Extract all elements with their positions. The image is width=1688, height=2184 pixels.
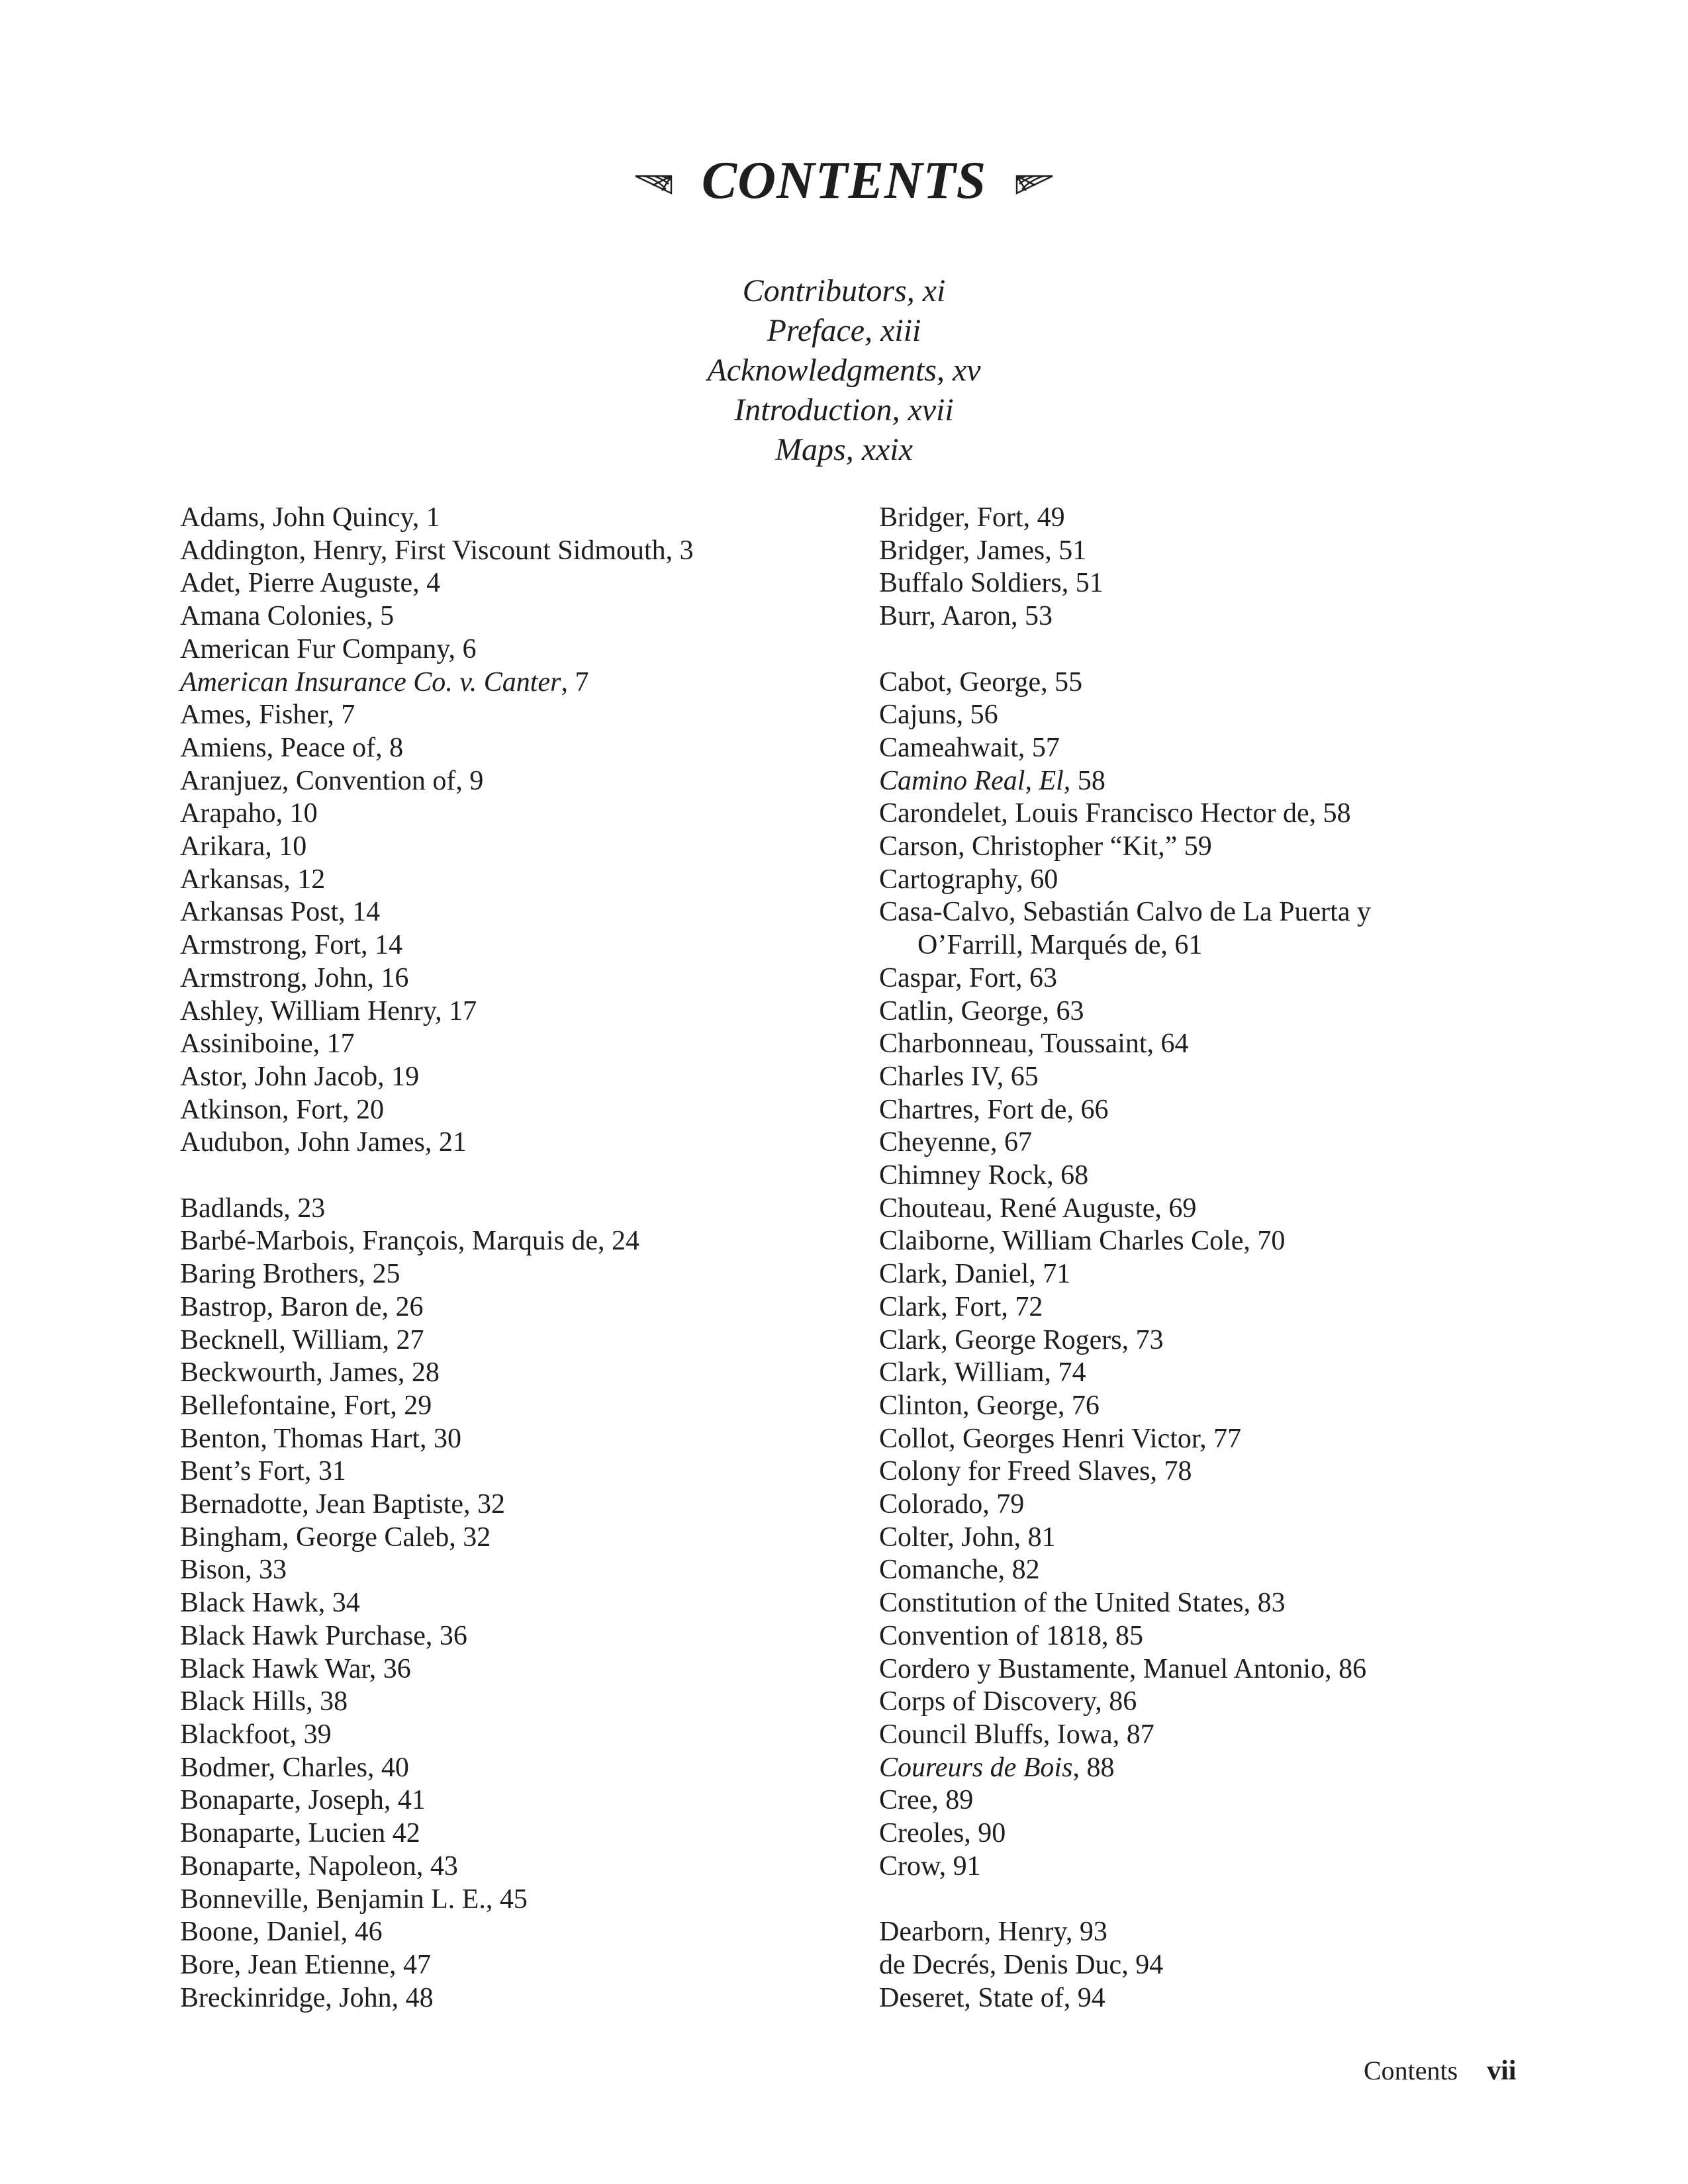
toc-entry[interactable]: Casa-Calvo, Sebastián Calvo de La Puerta y O’Farrill, Marqués de, 61 [879, 897, 1371, 961]
toc-entry[interactable]: Corps of Discovery, 86 [879, 1686, 1137, 1717]
toc-entry[interactable]: Colony for Freed Slaves, 78 [879, 1456, 1192, 1487]
toc-entry[interactable]: Cheyenne, 67 [879, 1127, 1032, 1158]
toc-entry[interactable]: Chimney Rock, 68 [879, 1160, 1089, 1191]
toc-entry[interactable]: Colter, John, 81 [879, 1522, 1056, 1553]
toc-entry[interactable]: Black Hills, 38 [180, 1686, 348, 1717]
toc-entry-introduction[interactable]: Introduction, xvii [734, 392, 954, 428]
toc-entry[interactable]: Adams, John Quincy, 1 [180, 502, 440, 533]
toc-entry[interactable]: Chartres, Fort de, 66 [879, 1094, 1109, 1125]
web-ornament-icon [1014, 171, 1055, 197]
toc-entry[interactable]: Benton, Thomas Hart, 30 [180, 1423, 462, 1454]
web-ornament-icon [633, 171, 674, 197]
toc-entry-page: , 88 [1072, 1752, 1115, 1783]
toc-entry[interactable]: Burr, Aaron, 53 [879, 601, 1053, 632]
toc-entry[interactable]: Armstrong, Fort, 14 [180, 930, 402, 961]
toc-entry-italic-title: Camino Real, El, [879, 765, 1071, 796]
toc-entry[interactable]: Aranjuez, Convention of, 9 [180, 765, 484, 796]
toc-entry[interactable]: Amana Colonies, 5 [180, 601, 395, 632]
toc-entry[interactable] [879, 1752, 1541, 1785]
toc-entry[interactable]: Black Hawk War, 36 [180, 1653, 411, 1684]
toc-entry-page: 58 [1070, 765, 1105, 796]
toc-entry[interactable]: Arapaho, 10 [180, 798, 318, 829]
toc-entry[interactable]: Astor, John Jacob, 19 [180, 1061, 420, 1092]
toc-entry[interactable]: Bridger, Fort, 49 [879, 502, 1065, 533]
toc-entry[interactable]: Badlands, 23 [180, 1193, 326, 1224]
toc-entry[interactable]: Colorado, 79 [879, 1489, 1025, 1520]
toc-entry[interactable]: Cajuns, 56 [879, 700, 998, 731]
toc-entry-italic-title: American Insurance Co. v. Canter [180, 666, 561, 698]
toc-entry[interactable]: Comanche, 82 [879, 1555, 1040, 1586]
toc-entry[interactable]: Chouteau, René Auguste, 69 [879, 1193, 1197, 1224]
toc-entry[interactable]: Collot, Georges Henri Victor, 77 [879, 1423, 1242, 1454]
toc-entry[interactable]: Bodmer, Charles, 40 [180, 1752, 409, 1783]
toc-entry[interactable]: Cameahwait, 57 [879, 732, 1060, 763]
toc-entry[interactable]: Boone, Daniel, 46 [180, 1917, 383, 1948]
toc-entry[interactable]: Dearborn, Henry, 93 [879, 1917, 1107, 1948]
toc-entry[interactable]: Carson, Christopher “Kit,” 59 [879, 831, 1212, 862]
toc-entry-page: , 7 [561, 666, 589, 698]
toc-entry[interactable]: Arkansas Post, 14 [180, 897, 381, 928]
running-head: Contents [1364, 2056, 1458, 2085]
toc-entry[interactable]: Cabot, George, 55 [879, 666, 1083, 698]
toc-entry[interactable]: Black Hawk Purchase, 36 [180, 1620, 467, 1651]
toc-right-column [879, 502, 1541, 2015]
toc-entry[interactable]: Bonaparte, Joseph, 41 [180, 1785, 426, 1816]
front-matter-list [0, 271, 1688, 470]
toc-entry-preface[interactable]: Preface, xiii [767, 313, 921, 348]
toc-entry[interactable]: Charles IV, 65 [879, 1061, 1039, 1092]
toc-entry[interactable]: Charbonneau, Toussaint, 64 [879, 1028, 1189, 1060]
toc-entry[interactable]: Convention of 1818, 85 [879, 1620, 1143, 1651]
toc-entry[interactable] [879, 765, 1541, 798]
toc-entry[interactable]: Claiborne, William Charles Cole, 70 [879, 1226, 1286, 1257]
toc-entry[interactable]: Clark, Fort, 72 [879, 1291, 1043, 1322]
toc-entry[interactable]: American Fur Company, 6 [180, 633, 477, 664]
toc-entry[interactable]: Arkansas, 12 [180, 864, 326, 895]
page-title: CONTENTS [701, 152, 987, 210]
toc-entry[interactable]: Bellefontaine, Fort, 29 [180, 1390, 432, 1421]
toc-entry[interactable]: Baring Brothers, 25 [180, 1259, 400, 1290]
toc-entry[interactable]: Creoles, 90 [879, 1818, 1006, 1849]
toc-entry[interactable]: Cree, 89 [879, 1785, 974, 1816]
title-row [0, 144, 1688, 217]
toc-entry[interactable]: Black Hawk, 34 [180, 1588, 360, 1619]
toc-entry[interactable]: Arikara, 10 [180, 831, 307, 862]
page-number: vii [1487, 2056, 1517, 2086]
toc-entry[interactable]: Clark, Daniel, 71 [879, 1259, 1071, 1290]
toc-entry[interactable]: Crow, 91 [879, 1850, 981, 1882]
toc-entry[interactable]: Adet, Pierre Auguste, 4 [180, 568, 441, 599]
toc-entry[interactable]: Cordero y Bustamente, Manuel Antonio, 86 [879, 1653, 1367, 1684]
toc-entry[interactable]: Bonaparte, Napoleon, 43 [180, 1850, 458, 1882]
toc-entry[interactable]: Blackfoot, 39 [180, 1719, 332, 1750]
toc-entry[interactable]: Amiens, Peace of, 8 [180, 732, 404, 763]
toc-entry[interactable] [180, 666, 842, 700]
toc-entry[interactable]: Bison, 33 [180, 1555, 287, 1586]
toc-entry[interactable]: Assiniboine, 17 [180, 1028, 355, 1060]
toc-entry[interactable]: Ashley, William Henry, 17 [180, 995, 477, 1026]
toc-entry[interactable]: Bonaparte, Lucien 42 [180, 1818, 420, 1849]
toc-entry-acknowledgments[interactable]: Acknowledgments, xv [707, 353, 981, 388]
toc-entry[interactable]: Bridger, James, 51 [879, 535, 1087, 566]
toc-entry[interactable]: Deseret, State of, 94 [879, 1982, 1105, 2013]
page-footer [1364, 2055, 1517, 2087]
toc-entry[interactable]: Buffalo Soldiers, 51 [879, 568, 1103, 599]
toc-entry[interactable]: Ames, Fisher, 7 [180, 700, 355, 731]
toc-entry[interactable]: Bernadotte, Jean Baptiste, 32 [180, 1489, 506, 1520]
toc-left-column [180, 502, 842, 2015]
toc-entry[interactable]: Bingham, George Caleb, 32 [180, 1522, 491, 1553]
toc-entry[interactable]: Caspar, Fort, 63 [879, 962, 1057, 993]
toc-entry[interactable]: Addington, Henry, First Viscount Sidmouth, 3 [180, 535, 694, 566]
toc-entry[interactable]: Bastrop, Baron de, 26 [180, 1291, 424, 1322]
toc-entry[interactable]: de Decrés, Denis Duc, 94 [879, 1949, 1164, 1980]
toc-entry[interactable]: Clark, George Rogers, 73 [879, 1324, 1164, 1355]
toc-entry[interactable]: Breckinridge, John, 48 [180, 1982, 434, 2013]
toc-entry[interactable]: Carondelet, Louis Francisco Hector de, 58 [879, 798, 1351, 829]
toc-entry[interactable]: Clark, William, 74 [879, 1357, 1086, 1388]
toc-entry-contributors[interactable]: Contributors, xi [742, 273, 946, 308]
toc-entry[interactable]: Clinton, George, 76 [879, 1390, 1100, 1421]
toc-entry[interactable]: Bonneville, Benjamin L. E., 45 [180, 1884, 528, 1915]
toc-entry[interactable]: Becknell, William, 27 [180, 1324, 424, 1355]
toc-entry[interactable]: Bent’s Fort, 31 [180, 1456, 346, 1487]
toc-entry[interactable]: Barbé-Marbois, François, Marquis de, 24 [180, 1226, 640, 1257]
toc-entry-maps[interactable]: Maps, xxix [775, 432, 913, 467]
toc-entry[interactable]: Constitution of the United States, 83 [879, 1588, 1286, 1619]
toc-entry[interactable]: Atkinson, Fort, 20 [180, 1094, 385, 1125]
toc-entry-italic-title: Coureurs de Bois [879, 1752, 1073, 1783]
toc-entry[interactable]: Armstrong, John, 16 [180, 962, 409, 993]
toc-entry[interactable]: Catlin, George, 63 [879, 995, 1084, 1026]
toc-entry[interactable]: Audubon, John James, 21 [180, 1127, 467, 1158]
toc-entry[interactable]: Council Bluffs, Iowa, 87 [879, 1719, 1154, 1750]
toc-entry[interactable]: Bore, Jean Etienne, 47 [180, 1949, 432, 1980]
toc-entry[interactable]: Cartography, 60 [879, 864, 1058, 895]
toc-entry[interactable]: Beckwourth, James, 28 [180, 1357, 440, 1388]
